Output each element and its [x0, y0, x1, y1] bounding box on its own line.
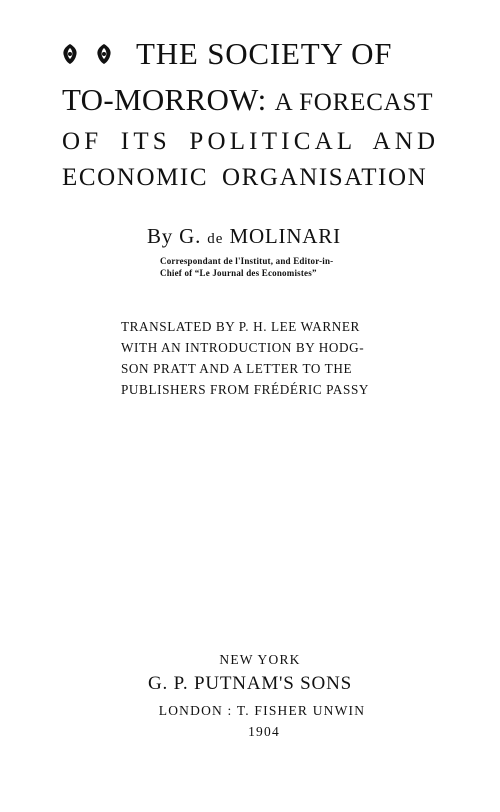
imprint-publisher: G. P. PUTNAM'S SONS [148, 673, 352, 694]
title-text-1: THE SOCIETY OF [136, 36, 393, 71]
fleuron-icon [60, 43, 80, 65]
title-line-2 [62, 82, 433, 118]
title-line-1 [60, 36, 392, 72]
author-surname: MOLINARI [229, 224, 341, 248]
title-line-4: ECONOMIC ORGANISATION [62, 164, 428, 191]
translator-line: PUBLISHERS FROM FRÉDÉRIC PASSY [121, 382, 370, 397]
author-particle: de [207, 231, 224, 247]
author-credentials [160, 255, 333, 279]
translator-line: TRANSLATED BY P. H. LEE WARNER [121, 319, 360, 334]
title-main: TO-MORROW: [62, 82, 267, 117]
imprint-london: LONDON : T. FISHER UNWIN [158, 703, 366, 718]
translator-line: SON PRATT AND A LETTER TO THE [121, 361, 353, 376]
imprint-year: 1904 [248, 724, 280, 739]
title-line-3: OF ITS POLITICAL AND [62, 128, 440, 155]
author-initial: G. [179, 224, 202, 248]
author-by: By [147, 224, 174, 248]
translator-block [121, 316, 369, 400]
credentials-line-2: Chief of “Le Journal des Economistes” [160, 268, 317, 278]
fleuron-icon [94, 43, 114, 65]
credentials-line-1: Correspondant de l'Institut, and Editor-in- [160, 256, 334, 266]
translator-line: WITH AN INTRODUCTION BY HODG- [121, 340, 365, 355]
imprint-city: NEW YORK [219, 652, 301, 667]
title-subtitle-start: A FORECAST [274, 89, 434, 116]
author-line [147, 224, 341, 249]
